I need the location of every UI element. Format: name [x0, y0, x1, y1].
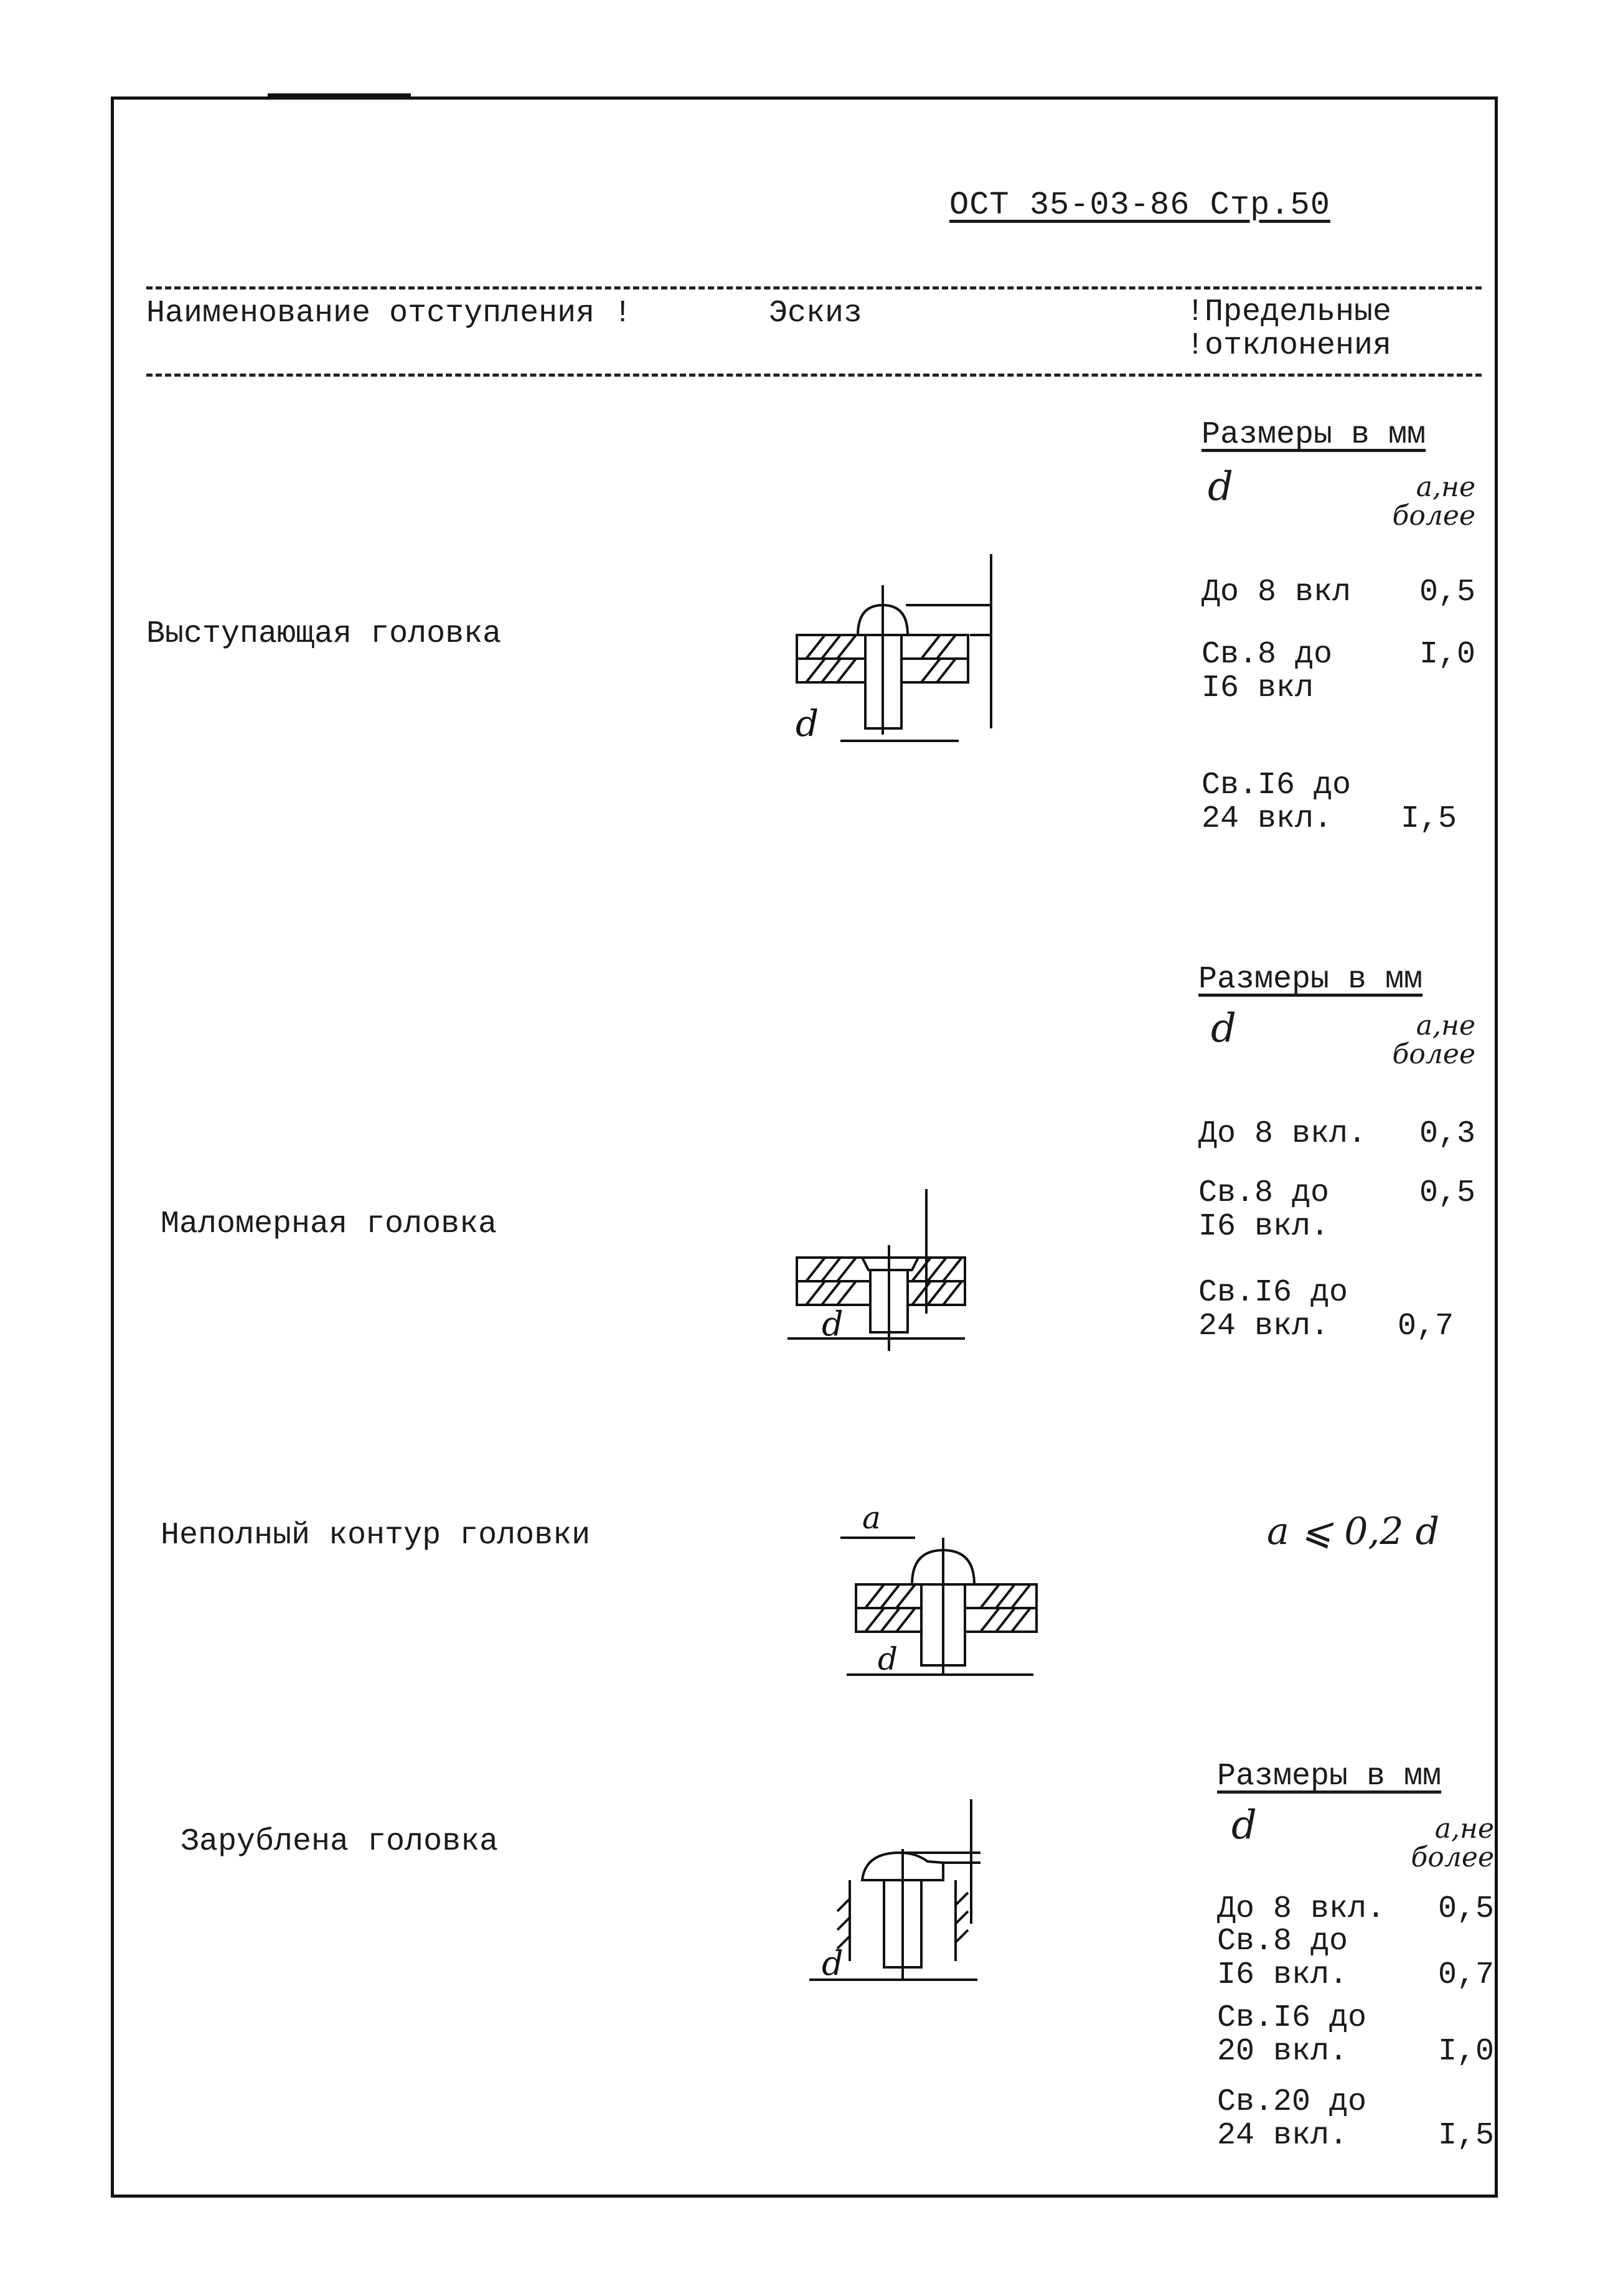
tolerance-range: Св.8 до I6 вкл — [1202, 637, 1333, 706]
tolerance-range: Св.I6 до 20 вкл. — [1217, 2000, 1367, 2069]
tolerance-value: 0,7 — [1438, 1957, 1495, 1993]
document-code: ОСТ 35-03-86 Стр.50 — [949, 187, 1330, 223]
row-name: Зарублена головка — [181, 1824, 499, 1860]
column-d-label: d — [1208, 464, 1233, 510]
units-label: Размеры в мм — [1217, 1759, 1442, 1794]
tolerance-range: Св.I6 до 24 вкл. — [1202, 768, 1352, 837]
column-d-label: d — [1211, 1005, 1236, 1052]
column-a-label: a,не более — [1392, 1010, 1475, 1070]
tolerance-range: До 8 вкл. — [1198, 1116, 1367, 1152]
tolerance-range: Св.8 до I6 вкл. — [1198, 1175, 1330, 1244]
header-rule-bottom — [146, 374, 1482, 377]
column-header-sketch: Эскиз — [769, 296, 863, 331]
sketch-label: d — [822, 1304, 844, 1343]
tolerance-range: До 8 вкл — [1202, 575, 1352, 610]
row-name: Неполный контур головки — [161, 1518, 591, 1553]
column-a-label: a,не более — [1392, 471, 1475, 532]
column-header-tolerances — [1186, 296, 1391, 363]
column-header-tolerances-line1: !Предельные — [1186, 294, 1392, 330]
sketch-label: d — [878, 1641, 898, 1677]
sketch-label: d — [796, 702, 819, 745]
tolerance-value: 0,5 — [1419, 575, 1476, 610]
row-name: Выступающая головка — [146, 616, 502, 652]
sketch-chopped-head — [803, 1799, 1009, 1998]
units-label: Размеры в мм — [1202, 417, 1426, 453]
column-header-name: Наименование отступления ! — [146, 296, 633, 331]
tolerance-range: Св.20 до 24 вкл. — [1217, 2084, 1367, 2153]
tolerance-range: Св.I6 до 24 вкл. — [1198, 1275, 1348, 1344]
sketch-incomplete-contour — [834, 1500, 1046, 1693]
tolerance-value: I,0 — [1438, 2034, 1495, 2069]
tolerance-value: 0,7 — [1398, 1309, 1454, 1344]
tolerance-range: Св.8 до I6 вкл. — [1217, 1924, 1348, 1993]
column-header-tolerances-line2: !отклонения — [1186, 328, 1392, 364]
sketch-label-a: a — [862, 1500, 881, 1536]
frame-top-mark — [268, 93, 411, 99]
formula: a ⩽ 0,2 d — [1267, 1510, 1440, 1553]
tolerance-value: I,5 — [1438, 2118, 1495, 2153]
tolerance-range: До 8 вкл. — [1217, 1891, 1386, 1927]
tolerance-value: 0,5 — [1438, 1891, 1495, 1927]
column-a-label: a,не более — [1411, 1813, 1494, 1873]
tolerance-value: 0,5 — [1419, 1175, 1476, 1211]
sketch-label: d — [822, 1944, 844, 1983]
tolerance-value: I,5 — [1401, 801, 1457, 837]
tolerance-value: 0,3 — [1419, 1116, 1476, 1152]
sketch-protruding-head — [772, 548, 1009, 760]
header-rule-top — [146, 286, 1482, 289]
tolerance-value: I,0 — [1419, 637, 1476, 672]
units-label: Размеры в мм — [1198, 962, 1423, 997]
column-d-label: d — [1231, 1802, 1257, 1848]
sketch-undersized-head — [778, 1183, 996, 1370]
row-name: Маломерная головка — [161, 1207, 497, 1242]
